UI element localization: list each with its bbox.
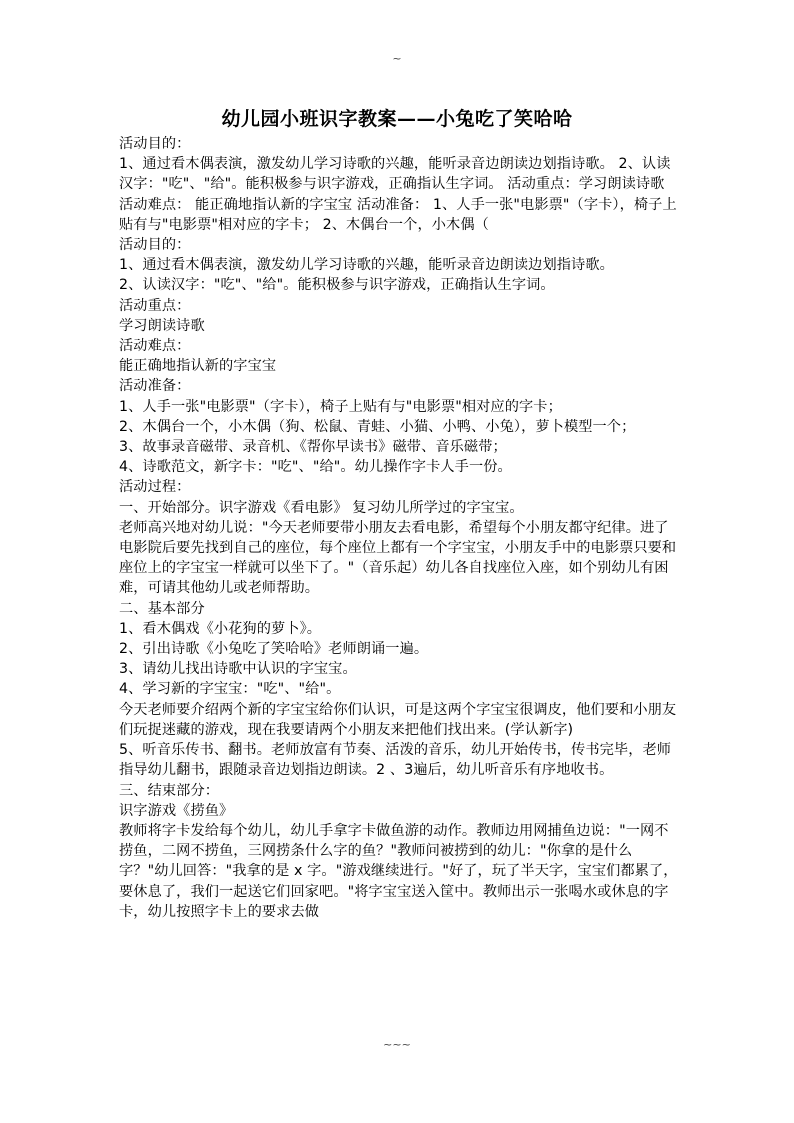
paragraph: 活动目的： bbox=[119, 136, 191, 152]
paragraph: 1、通过看木偶表演，激发幼儿学习诗歌的兴趣，能听录音边朗读边划指诗歌。 2、认读汉字："吃"、"给"。能积极参与识字游戏，正确指认生字词。 活动重点：学习朗读诗歌 活动难点： 能正确地指认新的字宝宝 活动准备： 1、人手一张"电影票"（字卡），椅子上贴有与"电影票"相对应的字卡； 2、木偶台一个，小木偶（ bbox=[119, 156, 677, 233]
paragraph: 活动难点： bbox=[119, 338, 191, 355]
paragraph: 活动重点： bbox=[119, 297, 191, 314]
paragraph: 2、木偶台一个，小木偶（狗、松鼠、青蛙、小猫、小鸭、小兔），萝卜模型一个； bbox=[119, 418, 636, 435]
paragraph: 5、听音乐传书、翻书。老师放富有节奏、活泼的音乐，幼儿开始传书，传书完毕，老师指导幼儿翻书，跟随录音边划指边朗读。2 、3遍后，幼儿听音乐有序地收书。 bbox=[119, 742, 672, 779]
paragraph: 识字游戏《捞鱼》 bbox=[119, 802, 234, 819]
paragraph: 三、结束部分： bbox=[119, 782, 220, 799]
page-header-mark: ~ bbox=[392, 52, 402, 65]
paragraph: 二、基本部分 bbox=[119, 600, 205, 617]
paragraph: 1、看木偶戏《小花狗的萝卜》。 bbox=[119, 620, 322, 637]
paragraph: 4、学习新的字宝宝："吃"、"给"。 bbox=[119, 681, 341, 698]
paragraph: 1、通过看木偶表演，激发幼儿学习诗歌的兴趣，能听录音边朗读边划指诗歌。 bbox=[119, 257, 614, 274]
paragraph: 2、认读汉字："吃"、"给"。能积极参与识字游戏，正确指认生字词。 bbox=[119, 277, 555, 294]
paragraph: 学习朗读诗歌 bbox=[119, 317, 205, 334]
page-footer-mark: ~~~ bbox=[383, 1038, 411, 1051]
paragraph: 2、引出诗歌《小兔吃了笑哈哈》老师朗诵一遍。 bbox=[119, 641, 429, 658]
paragraph: 教师将字卡发给每个幼儿，幼儿手拿字卡做鱼游的动作。教师边用网捕鱼边说："一网不捞鱼，二网不捞鱼，三网捞条什么字的鱼？"教师问被捞到的幼儿："你拿的是什么字？"幼儿回答："我拿的是 x 字。"游戏继续进行。"好了，玩了半天字，宝宝们都累了，要休息了，我们一起送它们回家吧。"将字宝宝送入筐中。教师出示一张喝水或休息的字卡，幼儿按照字卡上的要求去做 bbox=[119, 822, 678, 920]
paragraph: 4、诗歌范文，新字卡："吃"、"给"。幼儿操作字卡人手一份。 bbox=[119, 459, 512, 476]
document-title: 幼儿园小班识字教案——小兔吃了笑哈哈 bbox=[221, 108, 573, 130]
paragraph: 活动准备： bbox=[119, 378, 191, 395]
paragraph: 活动目的： bbox=[119, 237, 191, 254]
document-body bbox=[119, 134, 679, 922]
paragraph: 3、故事录音磁带、录音机、《帮你早读书》磁带、音乐磁带； bbox=[119, 439, 507, 456]
paragraph: 活动过程： bbox=[119, 479, 191, 496]
paragraph: 能正确地指认新的字宝宝 bbox=[119, 358, 277, 375]
paragraph: 1、人手一张"电影票"（字卡），椅子上贴有与"电影票"相对应的字卡； bbox=[119, 398, 562, 415]
paragraph: 老师高兴地对幼儿说："今天老师要带小朋友去看电影，希望每个小朋友都守纪律。进了电影院后要先找到自己的座位，每个座位上都有一个字宝宝，小朋友手中的电影票只要和座位上的字宝宝一样就可以坐下了。"（音乐起）幼儿各自找座位入座，如个别幼儿有困难，可请其他幼儿或老师帮助。 bbox=[119, 519, 677, 597]
paragraph: 一、开始部分。识字游戏《看电影》 复习幼儿所学过的字宝宝。 bbox=[119, 499, 524, 516]
paragraph: 3、请幼儿找出诗歌中认识的字宝宝。 bbox=[119, 661, 357, 678]
paragraph: 今天老师要介绍两个新的字宝宝给你们认识，可是这两个字宝宝很调皮，他们要和小朋友们玩捉迷藏的游戏，现在我要请两个小朋友来把他们找出来。(学认新字) bbox=[119, 701, 677, 738]
